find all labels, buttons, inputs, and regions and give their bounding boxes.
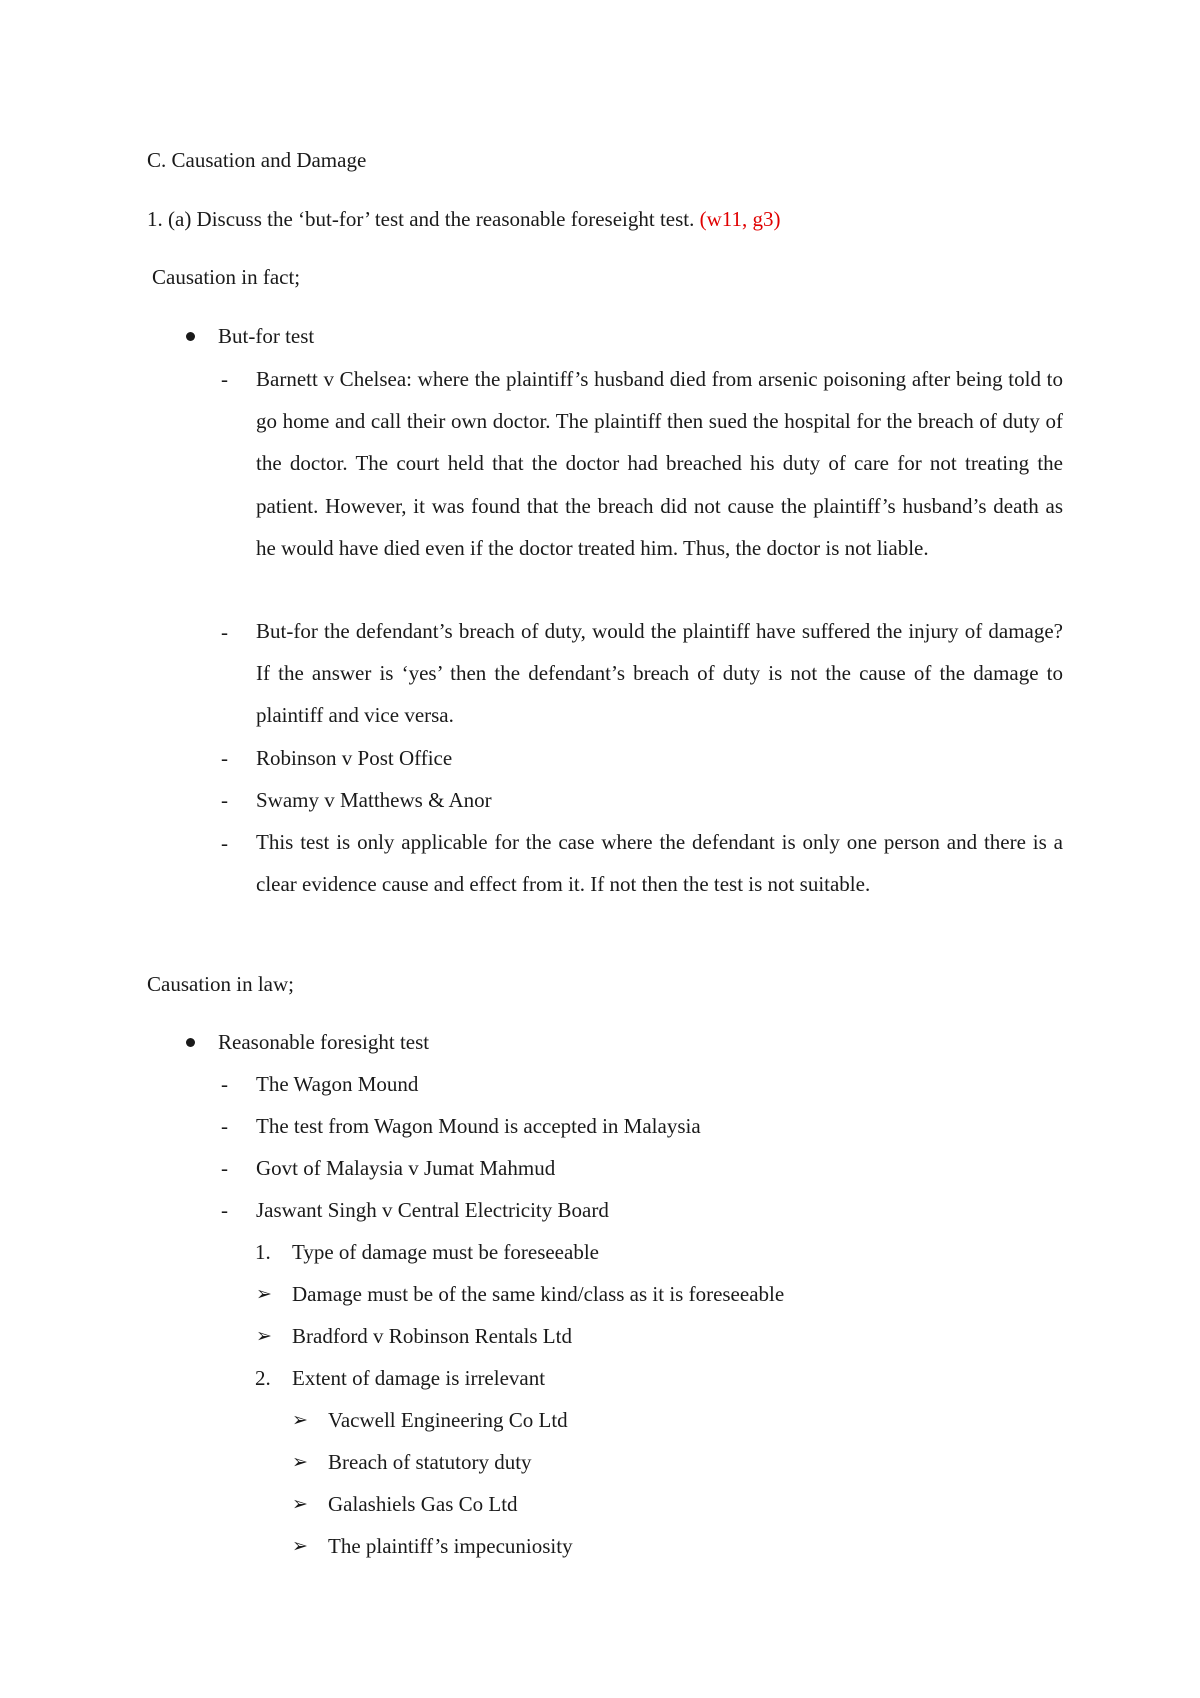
arrow-bullet-icon: ➢	[256, 1283, 272, 1305]
dash-marker: -	[221, 831, 228, 855]
list-item: Robinson v Post Office	[256, 746, 453, 770]
point-number: 1.	[255, 1240, 271, 1264]
list-item: Govt of Malaysia v Jumat Mahmud	[256, 1156, 556, 1180]
sub-item: Vacwell Engineering Co Ltd	[328, 1408, 568, 1432]
point-number: 2.	[255, 1366, 271, 1390]
sub-item: Breach of statutory duty	[328, 1450, 532, 1474]
dash-marker: -	[221, 620, 228, 644]
dash-marker: -	[221, 1156, 228, 1180]
sub-item: Bradford v Robinson Rentals Ltd	[292, 1324, 572, 1348]
sub-item: Galashiels Gas Co Ltd	[328, 1492, 518, 1516]
dash-marker: -	[221, 367, 228, 391]
list-item: The test from Wagon Mound is accepted in Malaysia	[256, 1114, 701, 1138]
arrow-bullet-icon: ➢	[292, 1493, 308, 1515]
sub-item: The plaintiff’s impecuniosity	[328, 1534, 573, 1558]
list-item-barnett: Barnett v Chelsea: where the plaintiff’s husband died from arsenic poisoning after being told to go home and call their own doctor. The plaintiff then sued the hospital for the breach of duty of the doctor. The court held that the doctor had breached his duty of care for not treating the patient. However, it was found that the breach did not cause the plaintiff’s husband’s death as he would have died even if the doctor treated him. Thus, the doctor is not liable.	[256, 367, 1063, 560]
causation-law-heading: Causation in law;	[147, 972, 294, 996]
question-text: 1. (a) Discuss the ‘but-for’ test and the reasonable foreseight test.	[147, 207, 700, 231]
arrow-bullet-icon: ➢	[292, 1535, 308, 1557]
dash-marker: -	[221, 788, 228, 812]
dash-marker: -	[221, 746, 228, 770]
list-item: The Wagon Mound	[256, 1072, 419, 1096]
list-item-but-for: But-for the defendant’s breach of duty, would the plaintiff have suffered the injury of damage? If the answer is ‘yes’ then the defendant’s breach of duty is not the cause of the damage to plaintiff and vice versa.	[256, 619, 1063, 728]
list-item: Swamy v Matthews & Anor	[256, 788, 492, 812]
dash-marker: -	[221, 1114, 228, 1138]
bullet-dot-icon	[186, 332, 195, 341]
list-item: Jaswant Singh v Central Electricity Board	[256, 1198, 609, 1222]
sub-item: Damage must be of the same kind/class as it is foreseeable	[292, 1282, 785, 1306]
arrow-bullet-icon: ➢	[256, 1325, 272, 1347]
list-item-applicability: This test is only applicable for the case where the defendant is only one person and there is a clear evidence cause and effect from it. If not then the test is not suitable.	[256, 830, 1063, 897]
dash-marker: -	[221, 1072, 228, 1096]
question	[147, 205, 781, 233]
question-reference: (w11, g3)	[699, 207, 781, 231]
point-label: Extent of damage is irrelevant	[292, 1366, 546, 1390]
dash-marker: -	[221, 1198, 228, 1222]
arrow-bullet-icon: ➢	[292, 1409, 308, 1431]
causation-law-bullet: Reasonable foresight test	[218, 1030, 430, 1054]
section-title: C. Causation and Damage	[147, 148, 367, 172]
bullet-dot-icon	[186, 1038, 195, 1047]
causation-fact-bullet: But-for test	[218, 324, 315, 348]
point-label: Type of damage must be foreseeable	[292, 1240, 599, 1264]
arrow-bullet-icon: ➢	[292, 1451, 308, 1473]
causation-fact-heading: Causation in fact;	[152, 265, 301, 289]
